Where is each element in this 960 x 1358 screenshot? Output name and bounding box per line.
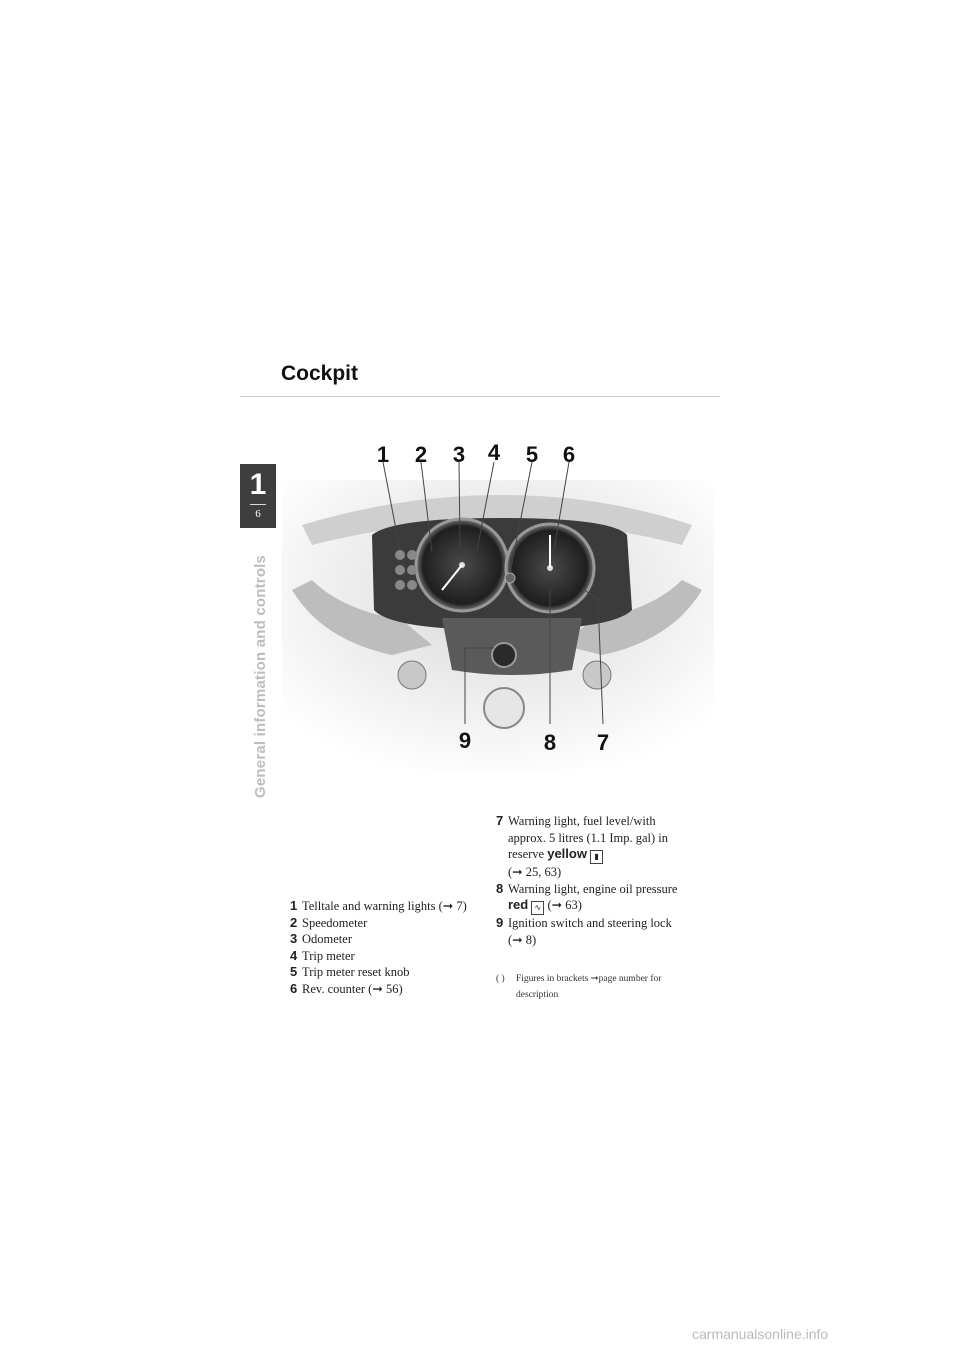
- footnote: ( ) Figures in brackets ➞page number for description: [496, 974, 662, 1000]
- legend-item-8: 8 Warning light, engine oil pressure: [496, 880, 678, 896]
- callout-8: 8: [543, 730, 557, 755]
- callout-9: 9: [458, 728, 472, 753]
- legend-item-1: 1 Telltale and warning lights (➞ 7): [290, 898, 467, 913]
- callout-3: 3: [452, 442, 466, 467]
- chapter-divider: [250, 504, 266, 505]
- legend-item-9: 9 Ignition switch and steering lock: [496, 915, 672, 931]
- page-title: Cockpit: [281, 362, 359, 385]
- legend-item-6: 6 Rev. counter (➞ 56): [290, 980, 403, 996]
- callout-1: 1: [376, 442, 390, 467]
- callout-5: 5: [525, 442, 539, 467]
- watermark: carmanualsonline.info: [692, 1326, 829, 1342]
- fuel-pump-icon: ▮: [590, 850, 603, 864]
- callout-7: 7: [596, 730, 610, 755]
- chapter-number: 1: [249, 468, 267, 501]
- legend-left: [290, 898, 467, 998]
- oil-can-icon: ∿: [531, 901, 544, 915]
- legend-item-2: 2 Speedometer: [290, 914, 368, 930]
- legend-item-4: 4 Trip meter: [290, 947, 355, 963]
- legend-item-7: 7 Warning light, fuel level/with: [496, 813, 656, 828]
- legend-item-5: 5 Trip meter reset knob: [290, 964, 410, 980]
- title-rule: [240, 396, 720, 397]
- callout-6: 6: [562, 442, 576, 467]
- side-section-label: General information and controls: [252, 554, 269, 798]
- cockpit-illustration: [282, 440, 714, 770]
- callout-4: 4: [487, 440, 501, 465]
- color-word-red: red: [508, 897, 529, 913]
- page-number: 6: [255, 508, 261, 520]
- callout-2: 2: [414, 442, 428, 467]
- legend-item-3: 3 Odometer: [290, 931, 352, 947]
- chapter-tab: [240, 464, 276, 528]
- legend-right: 7 Warning light, fuel level/with approx. 5 litres (1.1 Imp. gal) in reserve yellow ▮ (➞ 25, 63) 8 Warning light, engine oil pressure red ∿ (➞ 63) 9 Ignition switch and steering lock (➞ 8): [496, 813, 678, 947]
- color-word-yellow: yellow: [547, 846, 587, 862]
